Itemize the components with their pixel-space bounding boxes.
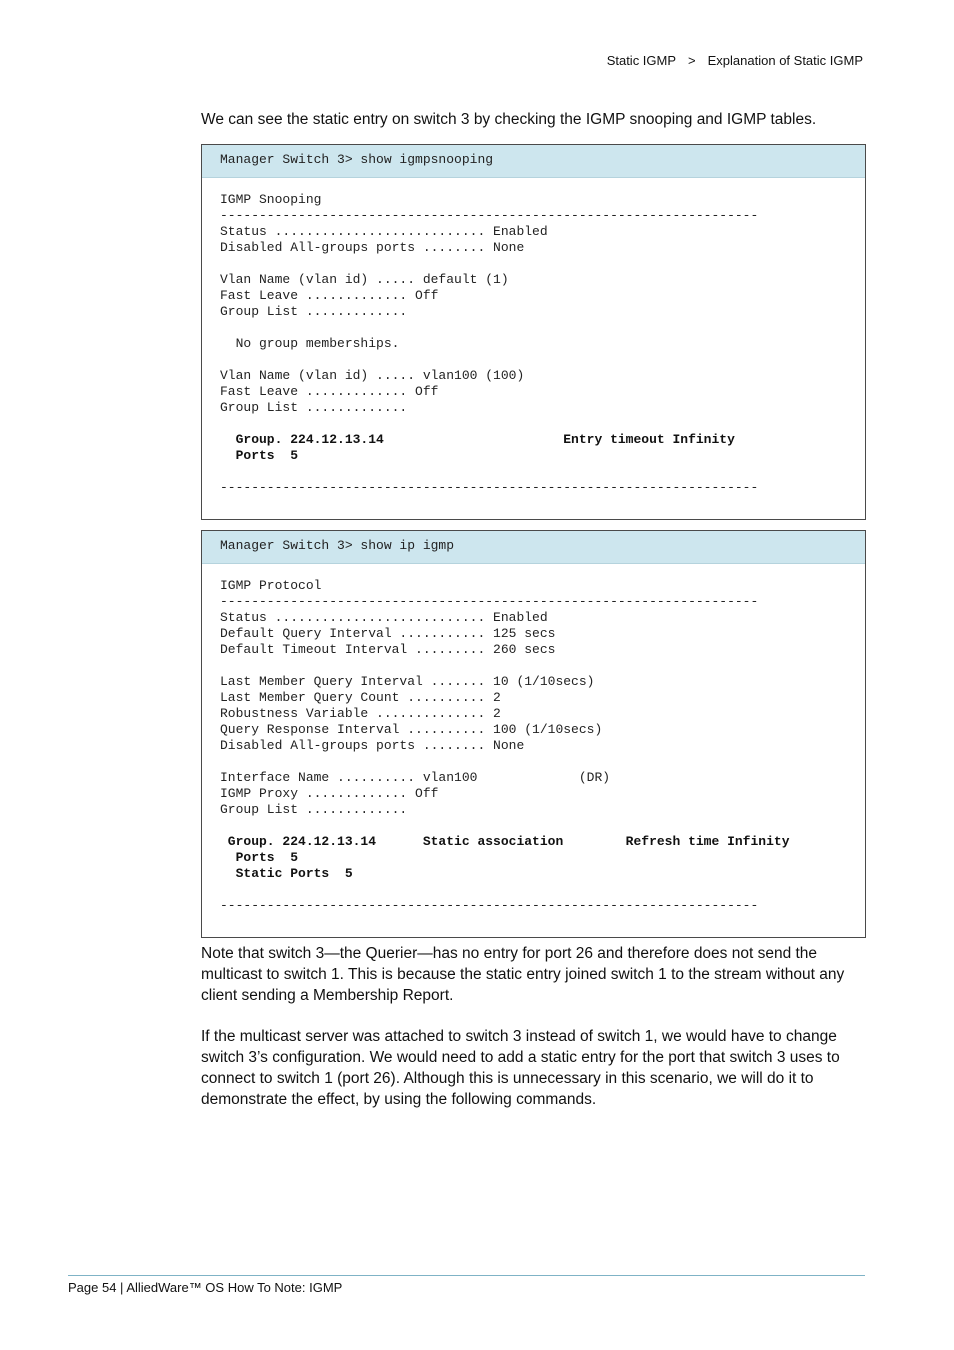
- output-text: ---------------------------------------------------------------------: [220, 480, 759, 495]
- header-separator: >: [688, 53, 696, 68]
- header-section: Static IGMP: [606, 53, 677, 68]
- output-bold-text: Group. 224.12.13.14 Static association Refresh time Infinity Ports 5 Static Ports 5: [227, 834, 790, 881]
- output-text: IGMP Protocol --------------------------------------------------------------------- Status ........................... Enabled Default Query Interval ........... 125 secs Default Timeout Interval ......... 260 secs Last Member Query Interval ....... 10 (1/10secs) Last Member Query Count .......... 2 Robustness Variable .............. 2 Query Response Interval .......... 100 (1/10secs) Disabled All-groups ports ........ None Interface Name .......... vlan100 (DR) IGMP Proxy ............. Off Group List .............: [220, 578, 759, 817]
- output-bold-text: Group. 224.12.13.14 Entry timeout Infinity Ports 5: [235, 432, 735, 463]
- ip-igmp-command: Manager Switch 3> show ip igmp: [202, 531, 865, 564]
- body-paragraph: Note that switch 3—the Querier—has no entry for port 26 and therefore does not send the multicast to switch 1. This is because the static entry joined switch 1 to the stream without any client sending a Membership Report.: [201, 945, 845, 1004]
- running-header: [607, 53, 863, 68]
- intro-paragraph: We can see the static entry on switch 3 by checking the IGMP snooping and IGMP tables.: [201, 111, 817, 128]
- igmpsnooping-command: Manager Switch 3> show igmpsnooping: [202, 145, 865, 178]
- output-text: IGMP Snooping --------------------------------------------------------------------- Status ........................... Enabled Disabled All-groups ports ........ None Vlan Name (vlan id) ..... default (1) Fast Leave ............. Off Group List ............. No group memberships. Vlan Name (vlan id) ..... vlan100 (100) Fast Leave ............. Off Group List .............: [220, 192, 759, 415]
- header-subsection: Explanation of Static IGMP: [707, 53, 863, 68]
- ip-igmp-output-box: [201, 530, 866, 938]
- igmpsnooping-output-box: [201, 144, 866, 520]
- footer-rule: [68, 1275, 865, 1276]
- page-footer: Page 54 | AlliedWare™ OS How To Note: IGMP: [68, 1280, 343, 1295]
- ip-igmp-output: [202, 564, 865, 914]
- igmpsnooping-output: [202, 178, 865, 496]
- body-paragraph: If the multicast server was attached to switch 3 instead of switch 1, we would have to change switch 3’s configuration. We would need to add a static entry for the port that switch 3 uses to connect to switch 1 (port 26). Although this is unnecessary in this scenario, we will do it to demonstrate the effect, by using the following commands.: [201, 1028, 840, 1108]
- output-text: ---------------------------------------------------------------------: [220, 898, 759, 913]
